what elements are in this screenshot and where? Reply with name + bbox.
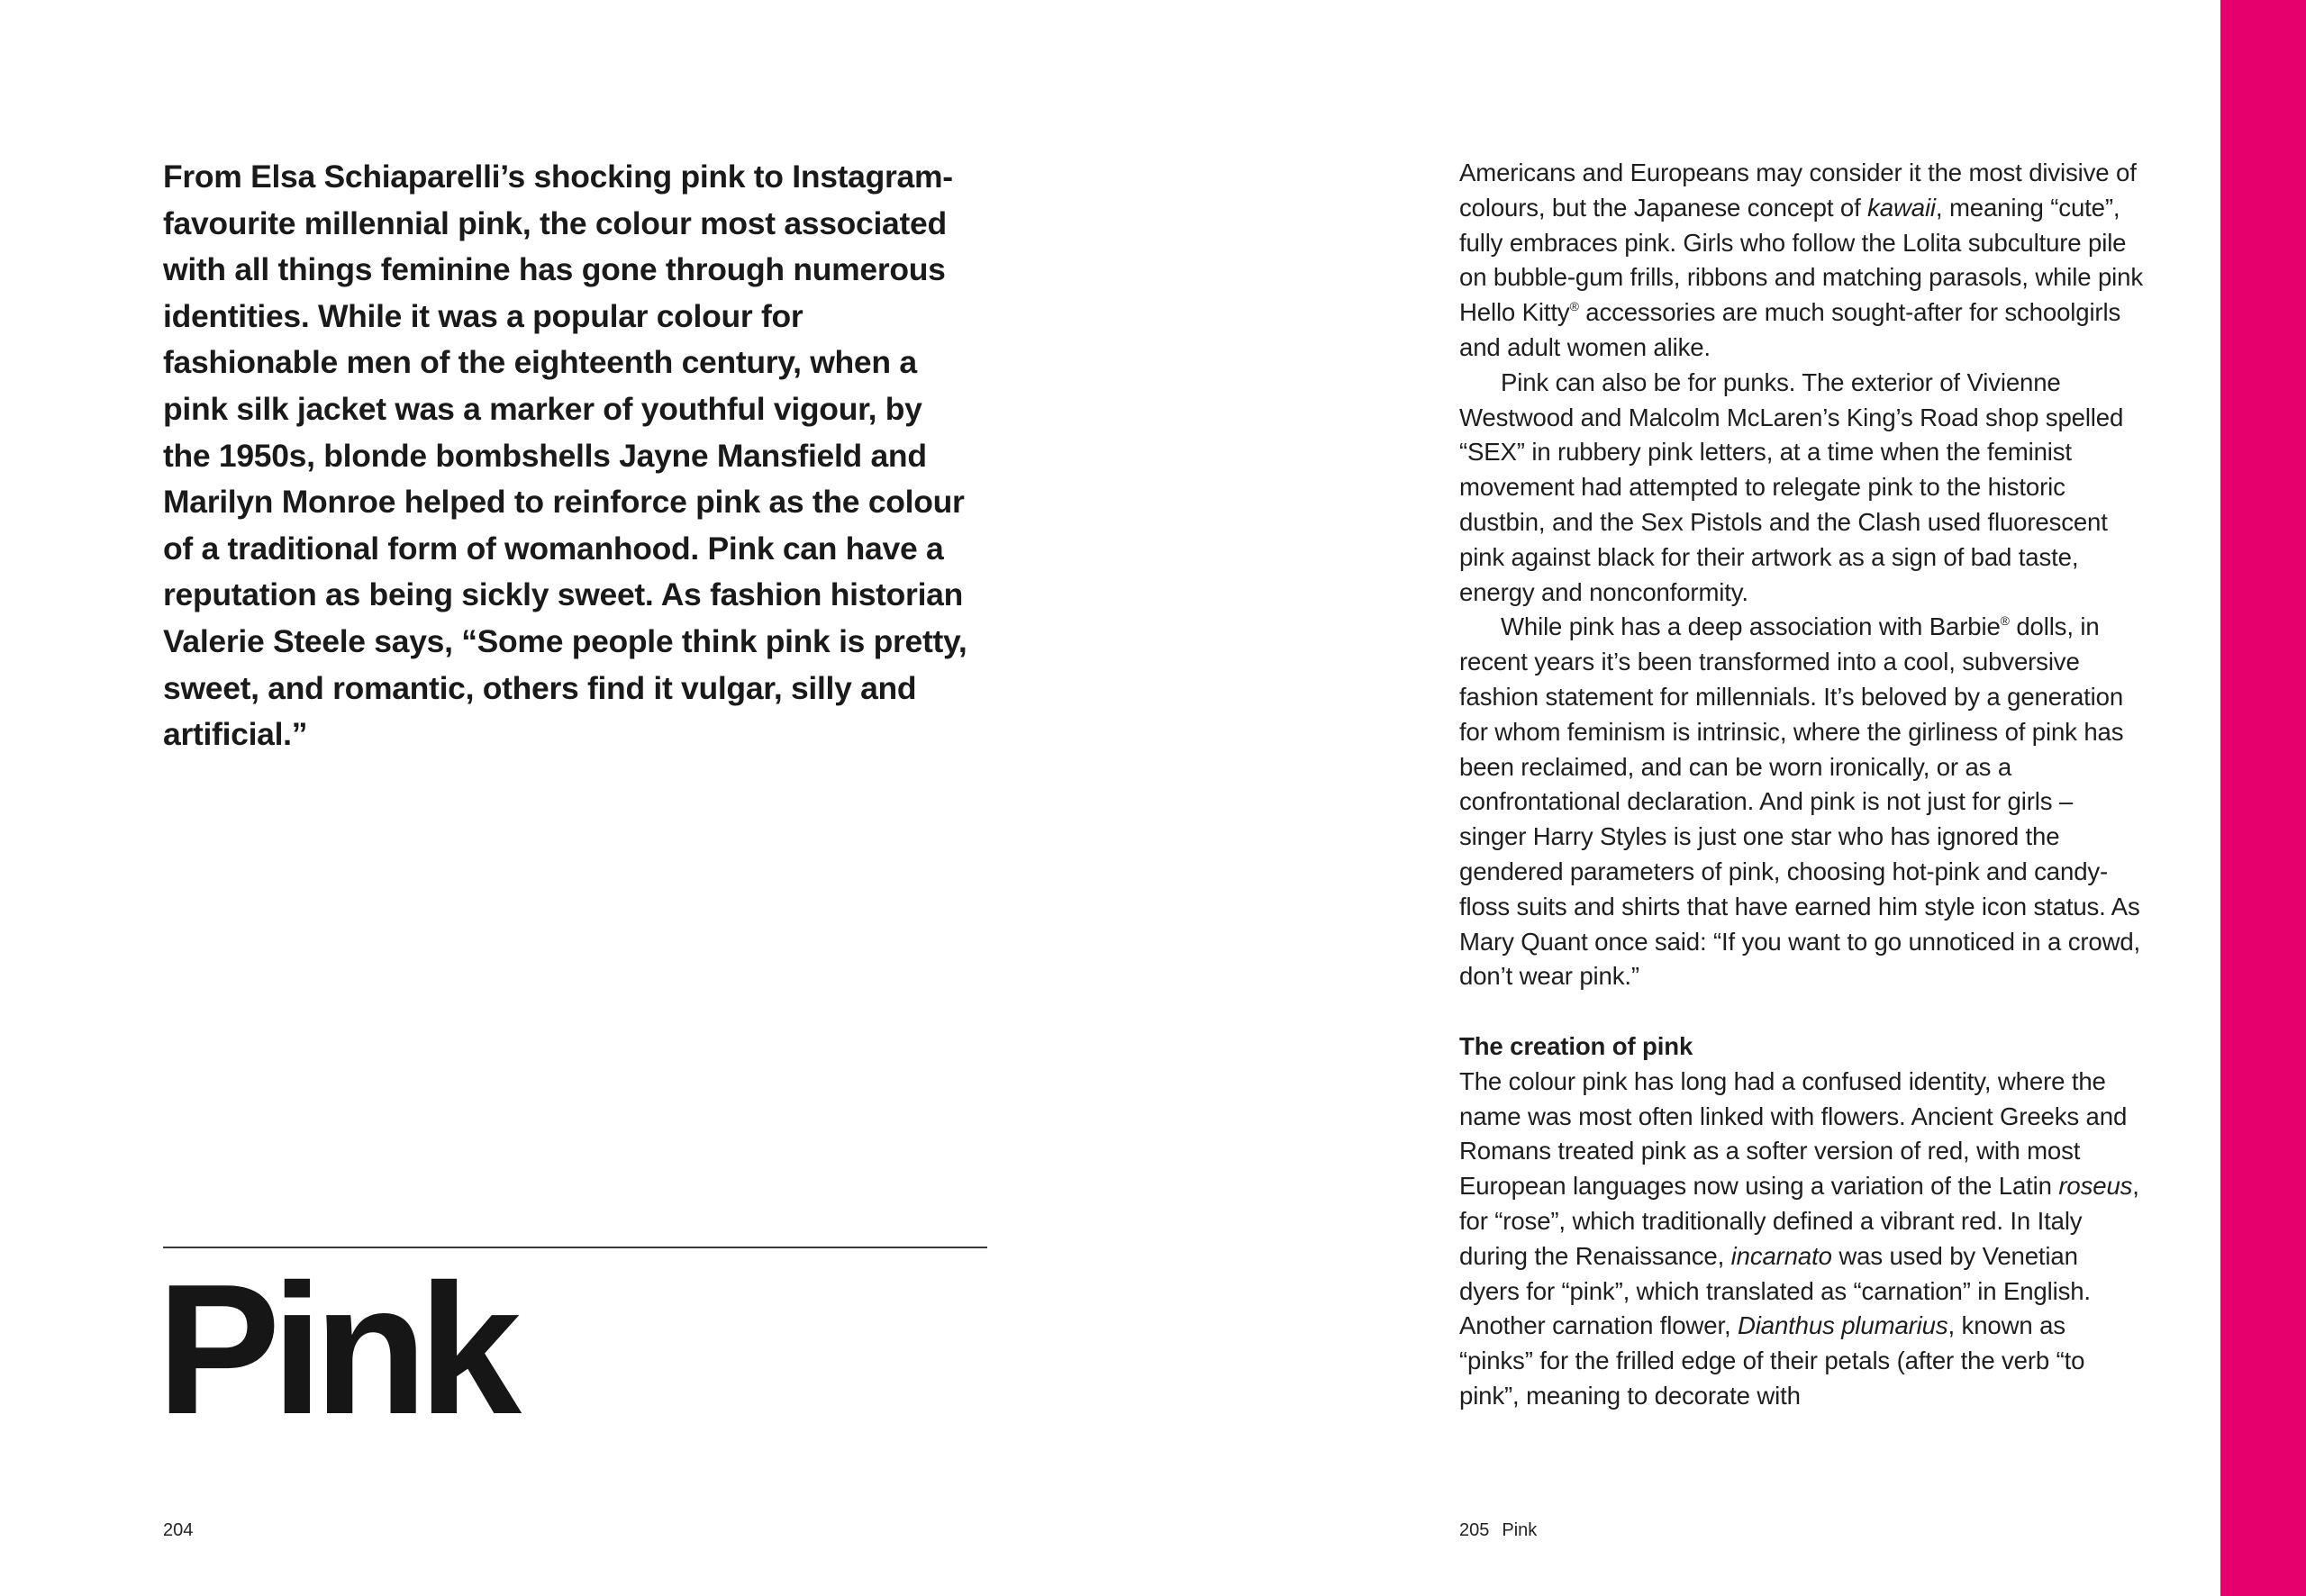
paragraph-gap	[1459, 994, 2144, 1029]
registered-mark: ®	[2000, 613, 2010, 629]
body-paragraph-3: While pink has a deep association with Barbie® dolls, in recent years it’s been transformed into a cool, subversive fashion statement for millennials. It’s beloved by a generation for whom feminism is intrinsic, where the girliness of pink has been reclaimed, and can be worn ironically, or as a confrontational declaration. And pink is not just for girls – singer Harry Styles is just one star who has ignored the gendered parameters of pink, choosing hot-pink and candy-floss suits and shirts that have earned him style icon status. As Mary Quant once said: “If you want to go unnoticed in a crowd, don’t wear pink.”	[1459, 612, 2141, 991]
running-head: Pink	[1502, 1520, 1538, 1540]
section-subheading: The creation of pink	[1459, 1031, 1693, 1060]
italic-term: Dianthus plumarius	[1738, 1311, 1948, 1340]
registered-mark: ®	[1569, 299, 1579, 314]
italic-term: kawaii	[1867, 193, 1936, 222]
italic-term: incarnato	[1730, 1241, 1832, 1270]
chapter-color-tab	[2220, 0, 2306, 1596]
footer-right	[1459, 1519, 1537, 1541]
intro-paragraph: From Elsa Schiaparelli’s shocking pink to Instagram-favourite millennial pink, the colour most associated with all things feminine has gone through numerous identities. While it was a popular colour for fashionable men of the eighteenth century, when a pink silk jacket was a marker of youthful vigour, by the 1950s, blonde bombshells Jayne Mansfield and Marilyn Monroe helped to reinforce pink as the colour of a traditional form of womanhood. Pink can have a reputation as being sickly sweet. As fashion historian Valerie Steele says, “Some people think pink is pretty, sweet, and romantic, others find it vulgar, silly and artificial.”	[163, 159, 967, 753]
body-paragraph-4: The colour pink has long had a confused identity, where the name was most often linked with flowers. Ancient Greeks and Romans treated pink as a softer version of red, with most European languages now using a variation of the Latin roseus, for “rose”, which traditionally defined a vibrant red. In Italy during the Renaissance, incarnato was used by Venetian dyers for “pink”, which translated as “carnation” in English. Another carnation flower, Dianthus plumarius, known as “pinks” for the frilled edge of their petals (after the verb “to pink”, meaning to decorate with	[1459, 1066, 2139, 1410]
page-number-left: 204	[163, 1520, 194, 1540]
body-paragraph-2: Pink can also be for punks. The exterior of Vivienne Westwood and Malcolm McLaren’s King’s Road shop spelled “SEX” in rubbery pink letters, at a time when the feminist movement had attempted to relegate pink to the historic dustbin, and the Sex Pistols and the Clash used fluorescent pink against black for their artwork as a sign of bad taste, energy and nonconformity.	[1459, 367, 2124, 606]
page-number-right: 205	[1459, 1520, 1490, 1540]
body-paragraph-1: Americans and Europeans may consider it the most divisive of colours, but the Japanese concept of kawaii, meaning “cute”, fully embraces pink. Girls who follow the Lolita subculture pile on bubble-gum frills, ribbons and matching parasols, while pink Hello Kitty® accessories are much sought-after for schoolgirls and adult women alike.	[1459, 159, 2143, 361]
chapter-title: Pink	[157, 1246, 513, 1453]
italic-term: roseus	[2058, 1172, 2133, 1201]
body-column	[1459, 156, 2144, 1414]
